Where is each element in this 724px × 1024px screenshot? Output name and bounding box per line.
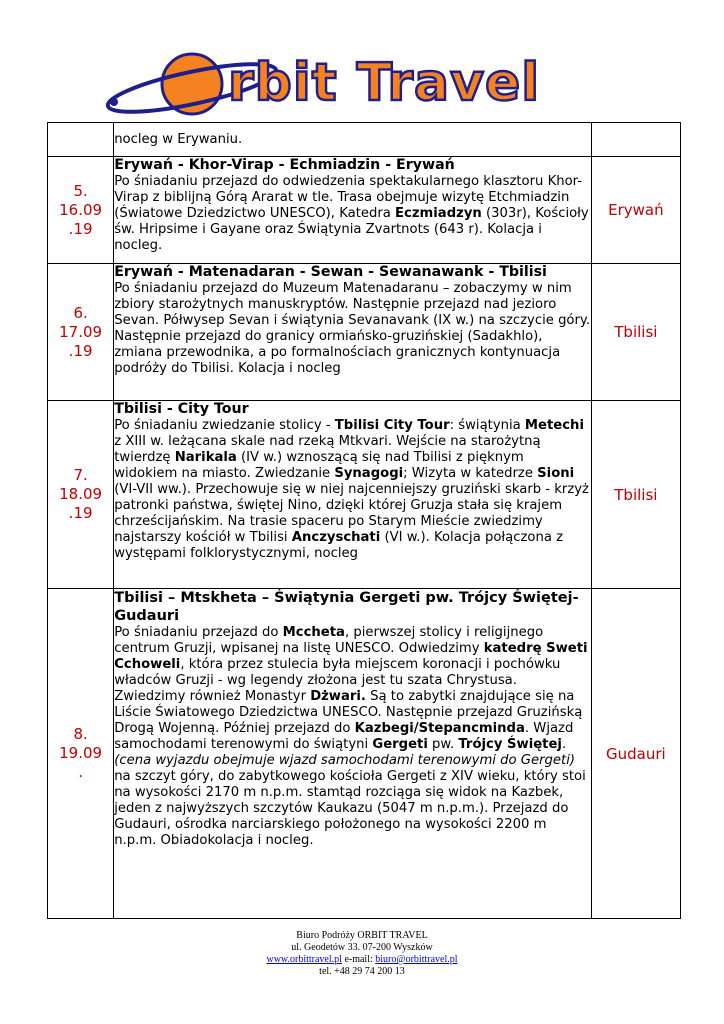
footer-address: ul. Geodetów 33. 07-200 Wyszków bbox=[291, 942, 433, 953]
description-text: nocleg w Erywaniu. bbox=[114, 131, 243, 147]
description-cell: Tbilisi – Mtskheta – Świątynia Gergeti pw. Trójcy Świętej- Gudauri Po śniadaniu przejazd do Mccheta, pierwszej stolicy i religijnego centrum Gruzji, wpisanej na listę UNESCO. Odwiedzimy katedrę Sweti Cchoweli, która przez stulecia była miejscem koronacji i pochówku władców Gruzji - wg legendy złożona jest tu szata Chrystusa. Zwiedzimy również Monastyr Dżwari. Są to zabytki znajdujące się na Liście Światowego Dziedzictwa UNESCO. Następnie przejazd Gruzińską Drogą Wojenną. Później przejazd do Kazbegi/Stepancminda. Wjazd samochodami terenowymi do świątyni Gergeti pw. Trójcy Świętej. (cena wyjazdu obejmuje wjazd samochodami terenowymi do Gergeti) na szczyt góry, do zabytkowego kościoła Gergeti z XIV wieku, który stoi na wysokości 2170 m n.p.m. stamtąd rozciąga się widok na Kazbek, jeden z najwyższych szczytów Kaukazu (5047 m n.p.m.). Przejazd do Gudauri, ośrodka narciarskiego położonego na wysokości 2200 m n.p.m. Obiadokolacja i nocleg. bbox=[114, 589, 592, 919]
day-cell: 8. 19.09 . bbox=[48, 589, 114, 919]
day-title: Tbilisi – Mtskheta – Świątynia Gergeti pw. Trójcy Świętej- Gudauri bbox=[114, 590, 579, 624]
itinerary-table bbox=[47, 122, 681, 919]
description-cell: Erywań - Khor-Virap - Echmiadzin - Erywań Po śniadaniu przejazd do odwiedzenia spektakularnego klasztoru Khor-Virap z biblijną Górą Ararat w tle. Trasa obejmuje wizytę Etchmiadzin (Światowe Dziedzictwo UNESCO), Katedra Eczmiadzyn (303r), Kościoły św. Hripsime i Gayane oraz Świątynia Zvartnots (643 r). Kolacja i nocleg. bbox=[114, 157, 592, 264]
orbit-travel-logo-graphic bbox=[96, 44, 630, 120]
day-title: Erywań - Matenadaran - Sewan - Sewanawank - Tbilisi bbox=[114, 264, 547, 280]
description-cell: Erywań - Matenadaran - Sewan - Sewanawank - Tbilisi Po śniadaniu przejazd do Muzeum Matenadaranu – zobaczymy w nim zbiory starożytnych manuskryptów. Następnie przejazd nad jezioro Sevan. Półwysep Sevan i świątynia Sevanavank (IX w.) na szczycie góry. Następnie przejazd do granicy ormiańsko-gruzińskiej (Sadakhlo), zmiana przewodnika, a po formalnościach granicznych kontynuacja podróży do Tbilisi. Kolacja i nocleg bbox=[114, 264, 592, 401]
day-title: Erywań - Khor-Virap - Echmiadzin - Erywań bbox=[114, 157, 455, 173]
day-title: Tbilisi - City Tour bbox=[114, 401, 249, 417]
svg-text:rbit Travel: rbit Travel bbox=[228, 53, 541, 113]
website-link[interactable]: www.orbittravel.pl bbox=[266, 954, 342, 965]
day-cell: 7. 18.09 .19 bbox=[48, 401, 114, 589]
footer-phone: tel. +48 29 74 200 13 bbox=[319, 966, 405, 977]
city-cell bbox=[591, 123, 680, 157]
orbit-travel-logo bbox=[96, 44, 630, 120]
city-cell: Tbilisi bbox=[591, 401, 680, 589]
day-cell: 5. 16.09 .19 bbox=[48, 157, 114, 264]
table-row bbox=[48, 157, 681, 264]
email-label: e-mail: bbox=[344, 954, 373, 965]
footer bbox=[0, 930, 724, 978]
day-cell: 6. 17.09 .19 bbox=[48, 264, 114, 401]
description-cell bbox=[114, 123, 592, 157]
city-cell: Erywań bbox=[591, 157, 680, 264]
day-cell bbox=[48, 123, 114, 157]
footer-company: Biuro Podróży ORBIT TRAVEL bbox=[296, 930, 428, 941]
table-row bbox=[48, 401, 681, 589]
footer-contact bbox=[0, 954, 724, 966]
description-cell: Tbilisi - City Tour Po śniadaniu zwiedzanie stolicy - Tbilisi City Tour: świątynia Metechi z XIII w. leżącana skale nad rzeką Mtkvari. Wejście na starożytną twierdzę Narikala (IV w.) wznoszącą się nad Tbilisi z pięknym widokiem na miasto. Zwiedzanie Synagogi; Wizyta w katedrze Sioni (VI-VII ww.). Przechowuje się w niej najcenniejszy gruziński skarb - krzyż patronki państwa, świętej Nino, dzięki której Gruzja stała się krajem chrześcijańskim. Na trasie spaceru po Starym Mieście zwiedzimy najstarszy kościół w Tbilisi Anczyschati (VI w.). Kolacja połączona z występami folklorystycznymi, nocleg bbox=[114, 401, 592, 589]
city-cell: Gudauri bbox=[591, 589, 680, 919]
email-link[interactable]: biuro@orbittravel.pl bbox=[375, 954, 458, 965]
table-row bbox=[48, 123, 681, 157]
city-cell: Tbilisi bbox=[591, 264, 680, 401]
table-row bbox=[48, 264, 681, 401]
table-row bbox=[48, 589, 681, 919]
